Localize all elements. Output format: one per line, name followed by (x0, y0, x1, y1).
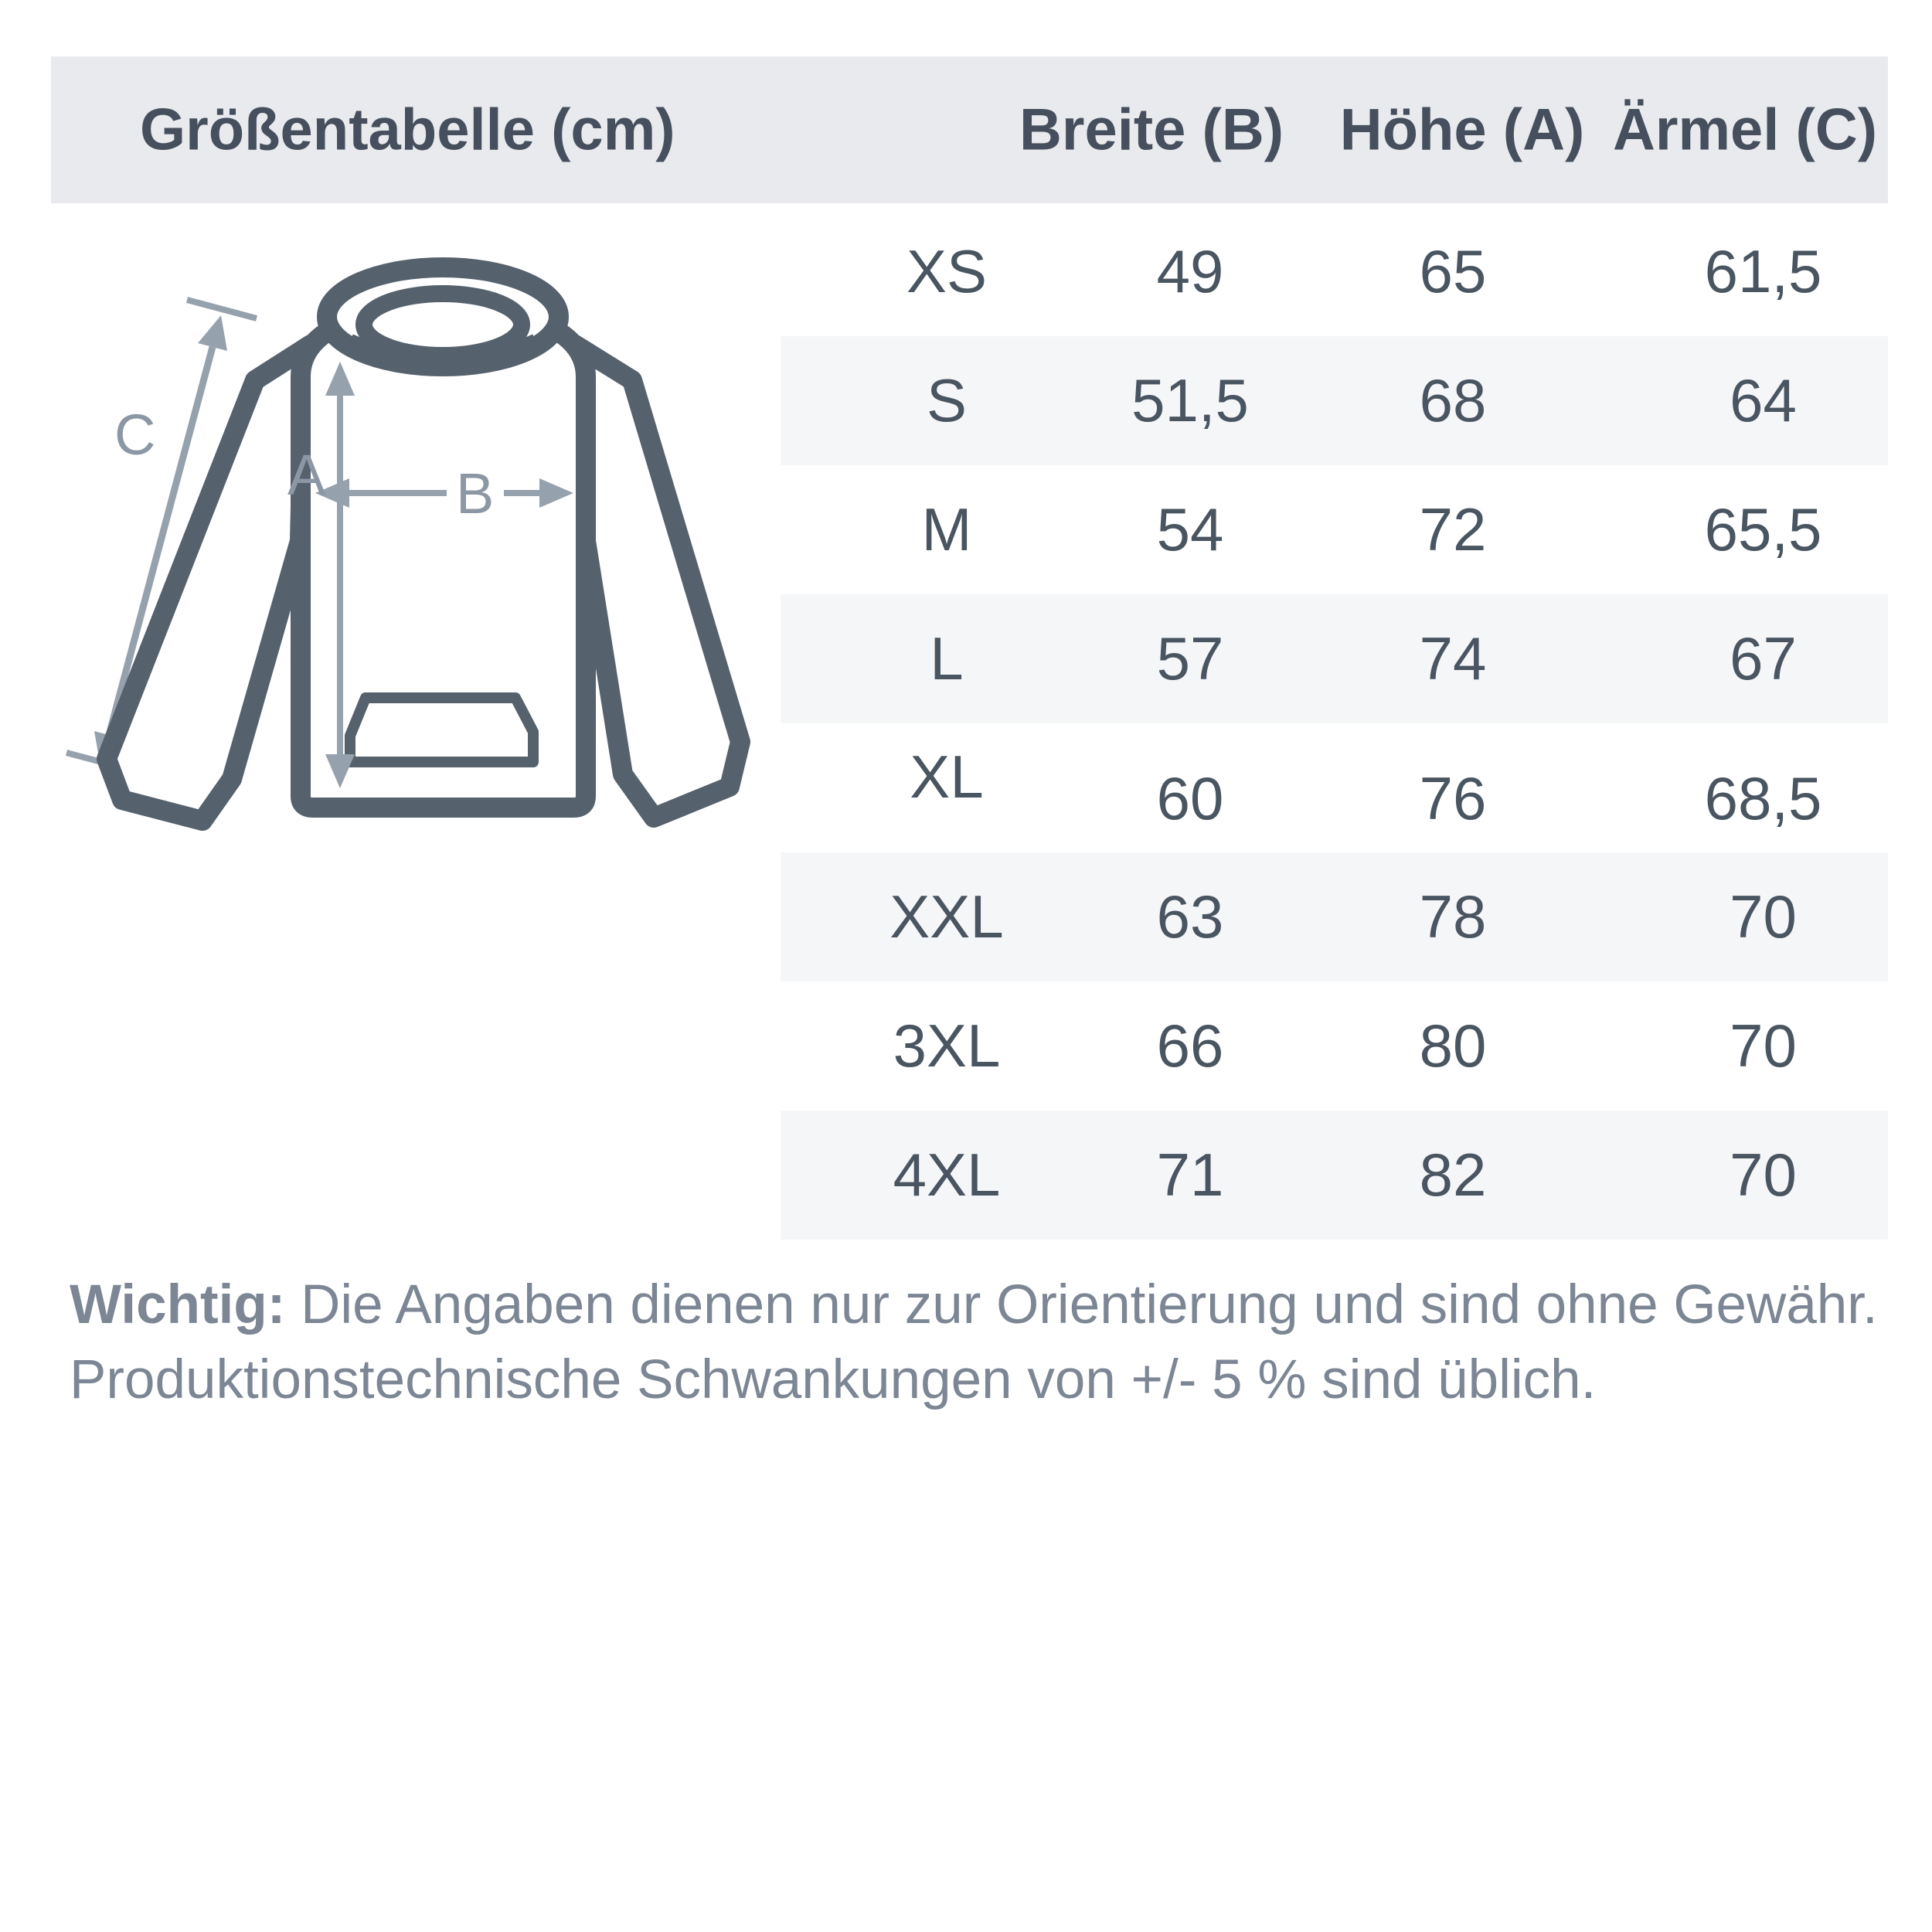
hoehe-value: 80 (1419, 1012, 1487, 1080)
size-label: 4XL (893, 1141, 1001, 1209)
size-label: S (926, 366, 968, 434)
hoehe-value: 74 (1419, 624, 1487, 692)
breite-value: 49 (1156, 237, 1224, 305)
breite-value: 51,5 (1131, 366, 1249, 434)
size-label: M (921, 495, 972, 563)
label-b: B (456, 461, 495, 526)
breite-value: 54 (1156, 495, 1224, 563)
table-row (781, 1111, 1888, 1240)
column-header-aermel: Ärmel (C) (1612, 97, 1878, 163)
table-row (781, 981, 1888, 1111)
aermel-value: 61,5 (1704, 237, 1822, 305)
column-header-breite: Breite (B) (1019, 97, 1284, 163)
size-label: XXL (889, 883, 1004, 951)
hoehe-value: 78 (1419, 883, 1487, 951)
size-label: XS (906, 237, 988, 305)
breite-value: 66 (1156, 1012, 1224, 1080)
table-row (781, 465, 1888, 594)
column-header-hoehe: Höhe (A) (1339, 97, 1585, 163)
aermel-value: 70 (1730, 883, 1797, 951)
breite-value: 60 (1156, 764, 1224, 832)
disclaimer-label: Wichtig: (70, 1274, 286, 1335)
table-row (781, 723, 1888, 852)
disclaimer-line2: Produktionstechnische Schwankungen von +/- 5 % sind üblich. (70, 1349, 1597, 1410)
label-a: A (287, 443, 326, 507)
hoodie-measurement-diagram (46, 224, 804, 866)
aermel-value: 65,5 (1704, 495, 1822, 563)
table-header-band (51, 56, 1888, 203)
aermel-value: 70 (1730, 1012, 1797, 1080)
breite-value: 63 (1156, 883, 1224, 951)
breite-value: 57 (1156, 624, 1224, 692)
page-title: Größentabelle (cm) (140, 97, 675, 163)
disclaimer-note (70, 1267, 1878, 1417)
hoehe-value: 72 (1419, 495, 1487, 563)
aermel-value: 68,5 (1704, 764, 1822, 832)
table-row (781, 594, 1888, 723)
size-label: 3XL (893, 1012, 1001, 1080)
size-table (781, 207, 1888, 1240)
table-row (781, 336, 1888, 465)
disclaimer-line1: Die Angaben dienen nur zur Orientierung und sind ohne Gewähr. (285, 1274, 1878, 1335)
label-c: C (114, 403, 156, 467)
breite-value: 71 (1156, 1141, 1224, 1209)
size-label: L (930, 624, 964, 692)
table-row (781, 207, 1888, 336)
table-row (781, 852, 1888, 981)
hoehe-value: 82 (1419, 1141, 1487, 1209)
hoehe-value: 76 (1419, 764, 1487, 832)
aermel-value: 64 (1730, 366, 1797, 434)
hoehe-value: 65 (1419, 237, 1487, 305)
hoehe-value: 68 (1419, 366, 1487, 434)
hoodie-hood (327, 267, 559, 366)
aermel-value: 67 (1730, 624, 1797, 692)
size-label: XL (910, 743, 984, 811)
hoodie-pocket (350, 698, 533, 762)
aermel-value: 70 (1730, 1141, 1797, 1209)
